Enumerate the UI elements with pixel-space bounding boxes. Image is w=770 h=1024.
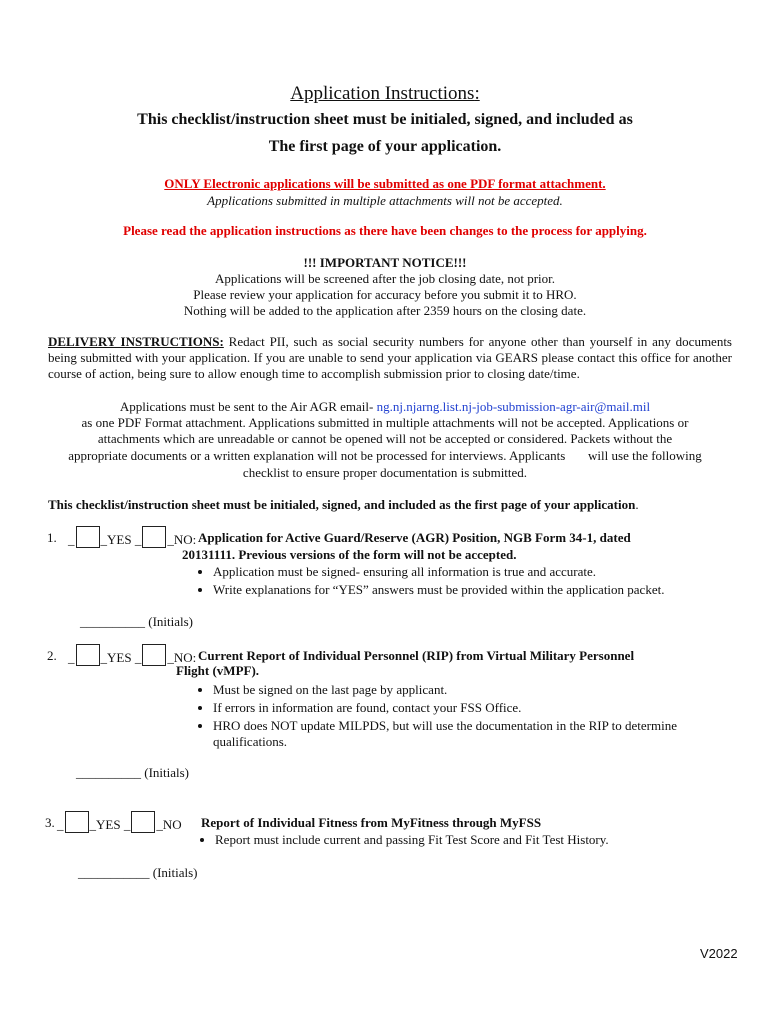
- checklist-item-3-options: _ _YES _ _NO: [57, 811, 182, 833]
- changes-notice: Please read the application instructions as there have been changes to the process for applying.: [123, 223, 647, 238]
- yes-checkbox-3[interactable]: [65, 811, 89, 833]
- delivery-instructions: [48, 334, 732, 382]
- checklist-statement: This checklist/instruction sheet must be initialed, signed, and included as the first page of your application.: [48, 497, 639, 512]
- checklist-item-1-bullets: [213, 564, 733, 600]
- initials-line-3[interactable]: ___________ (Initials): [78, 865, 198, 880]
- checklist-item-3-bullets: [215, 832, 735, 850]
- list-item: • If errors in information are found, contact your FSS Office.: [213, 700, 733, 716]
- checklist-item-2-num: 2.: [47, 648, 57, 663]
- yes-checkbox-2[interactable]: [76, 644, 100, 666]
- no-checkbox-1[interactable]: [142, 526, 166, 548]
- delivery-text: Redact PII, such as social security numbers for anyone other than yourself in any documents being submitted with your application. If you are unable to send your application via GEARS please contact this office for another course of action, being sure to allow enough time to accomplish submission prior to closing date/time.: [48, 334, 732, 381]
- important-notice-line-3: Nothing will be added to the application after 2359 hours on the closing date.: [183, 303, 587, 318]
- sendto-line-4: appropriate documents or a written explanation will not be processed for interviews. Applicants will use the following: [68, 448, 702, 463]
- subtitle-line-1: This checklist/instruction sheet must be initialed, signed, and included as: [137, 111, 633, 128]
- multiple-attachments-notice: Applications submitted in multiple attachments will not be accepted.: [207, 193, 563, 208]
- checklist-item-2-options: _ _YES _ _NO:: [68, 644, 196, 666]
- checklist-item-3-title-1: Report of Individual Fitness from MyFitness through MyFSS: [201, 815, 542, 830]
- checklist-item-3-num: 3.: [45, 815, 55, 830]
- list-item: • Application must be signed- ensuring all information is true and accurate.: [213, 564, 733, 580]
- initials-line-2[interactable]: __________ (Initials): [76, 765, 190, 780]
- checklist-item-2-title-1: Current Report of Individual Personnel (RIP) from Virtual Military Personnel: [198, 648, 635, 663]
- sendto-line-2: as one PDF Format attachment. Applications submitted in multiple attachments will not be accepted. Applications or: [81, 415, 689, 430]
- list-item: • Write explanations for “YES” answers must be provided within the application packet.: [213, 582, 733, 598]
- page-title: Application Instructions:: [290, 83, 480, 104]
- important-notice-heading: !!! IMPORTANT NOTICE!!!: [303, 255, 467, 270]
- subtitle-line-2: The first page of your application.: [268, 138, 502, 155]
- sendto-line-1: Applications must be sent to the Air AGR email- ng.nj.njarng.list.nj-job-submission-agr-air@mail.mil: [119, 399, 651, 414]
- important-notice-line-1: Applications will be screened after the job closing date, not prior.: [214, 271, 556, 286]
- list-item: • HRO does NOT update MILPDS, but will use the documentation in the RIP to determine qualifications.: [213, 718, 733, 750]
- submission-email-link[interactable]: ng.nj.njarng.list.nj-job-submission-agr-air@mail.mil: [376, 399, 651, 414]
- yes-checkbox-1[interactable]: [76, 526, 100, 548]
- checklist-item-1-title-1: Application for Active Guard/Reserve (AGR) Position, NGB Form 34-1, dated: [198, 530, 631, 545]
- checklist-item-2-bullets: [213, 682, 733, 752]
- checklist-item-1-num: 1.: [47, 530, 57, 545]
- no-checkbox-2[interactable]: [142, 644, 166, 666]
- checklist-item-1-options: _ _YES _ _NO:: [68, 526, 196, 548]
- electronic-only-notice: ONLY Electronic applications will be submitted as one PDF format attachment.: [164, 176, 606, 191]
- sendto-line-3: attachments which are unreadable or cannot be opened will not be accepted or considered. Packets without the: [97, 431, 673, 446]
- version-label: V2022: [700, 946, 738, 961]
- no-checkbox-3[interactable]: [131, 811, 155, 833]
- list-item: • Must be signed on the last page by applicant.: [213, 682, 733, 698]
- checklist-item-1-title-2: 20131111. Previous versions of the form will not be accepted.: [182, 547, 517, 562]
- list-item: • Report must include current and passing Fit Test Score and Fit Test History.: [215, 832, 735, 848]
- delivery-label: DELIVERY INSTRUCTIONS:: [48, 334, 224, 349]
- checklist-item-2-title-2: Flight (vMPF).: [176, 663, 260, 678]
- initials-line-1[interactable]: __________ (Initials): [80, 614, 194, 629]
- important-notice-line-2: Please review your application for accuracy before you submit it to HRO.: [193, 287, 577, 302]
- sendto-line-5: checklist to ensure proper documentation is submitted.: [242, 465, 528, 480]
